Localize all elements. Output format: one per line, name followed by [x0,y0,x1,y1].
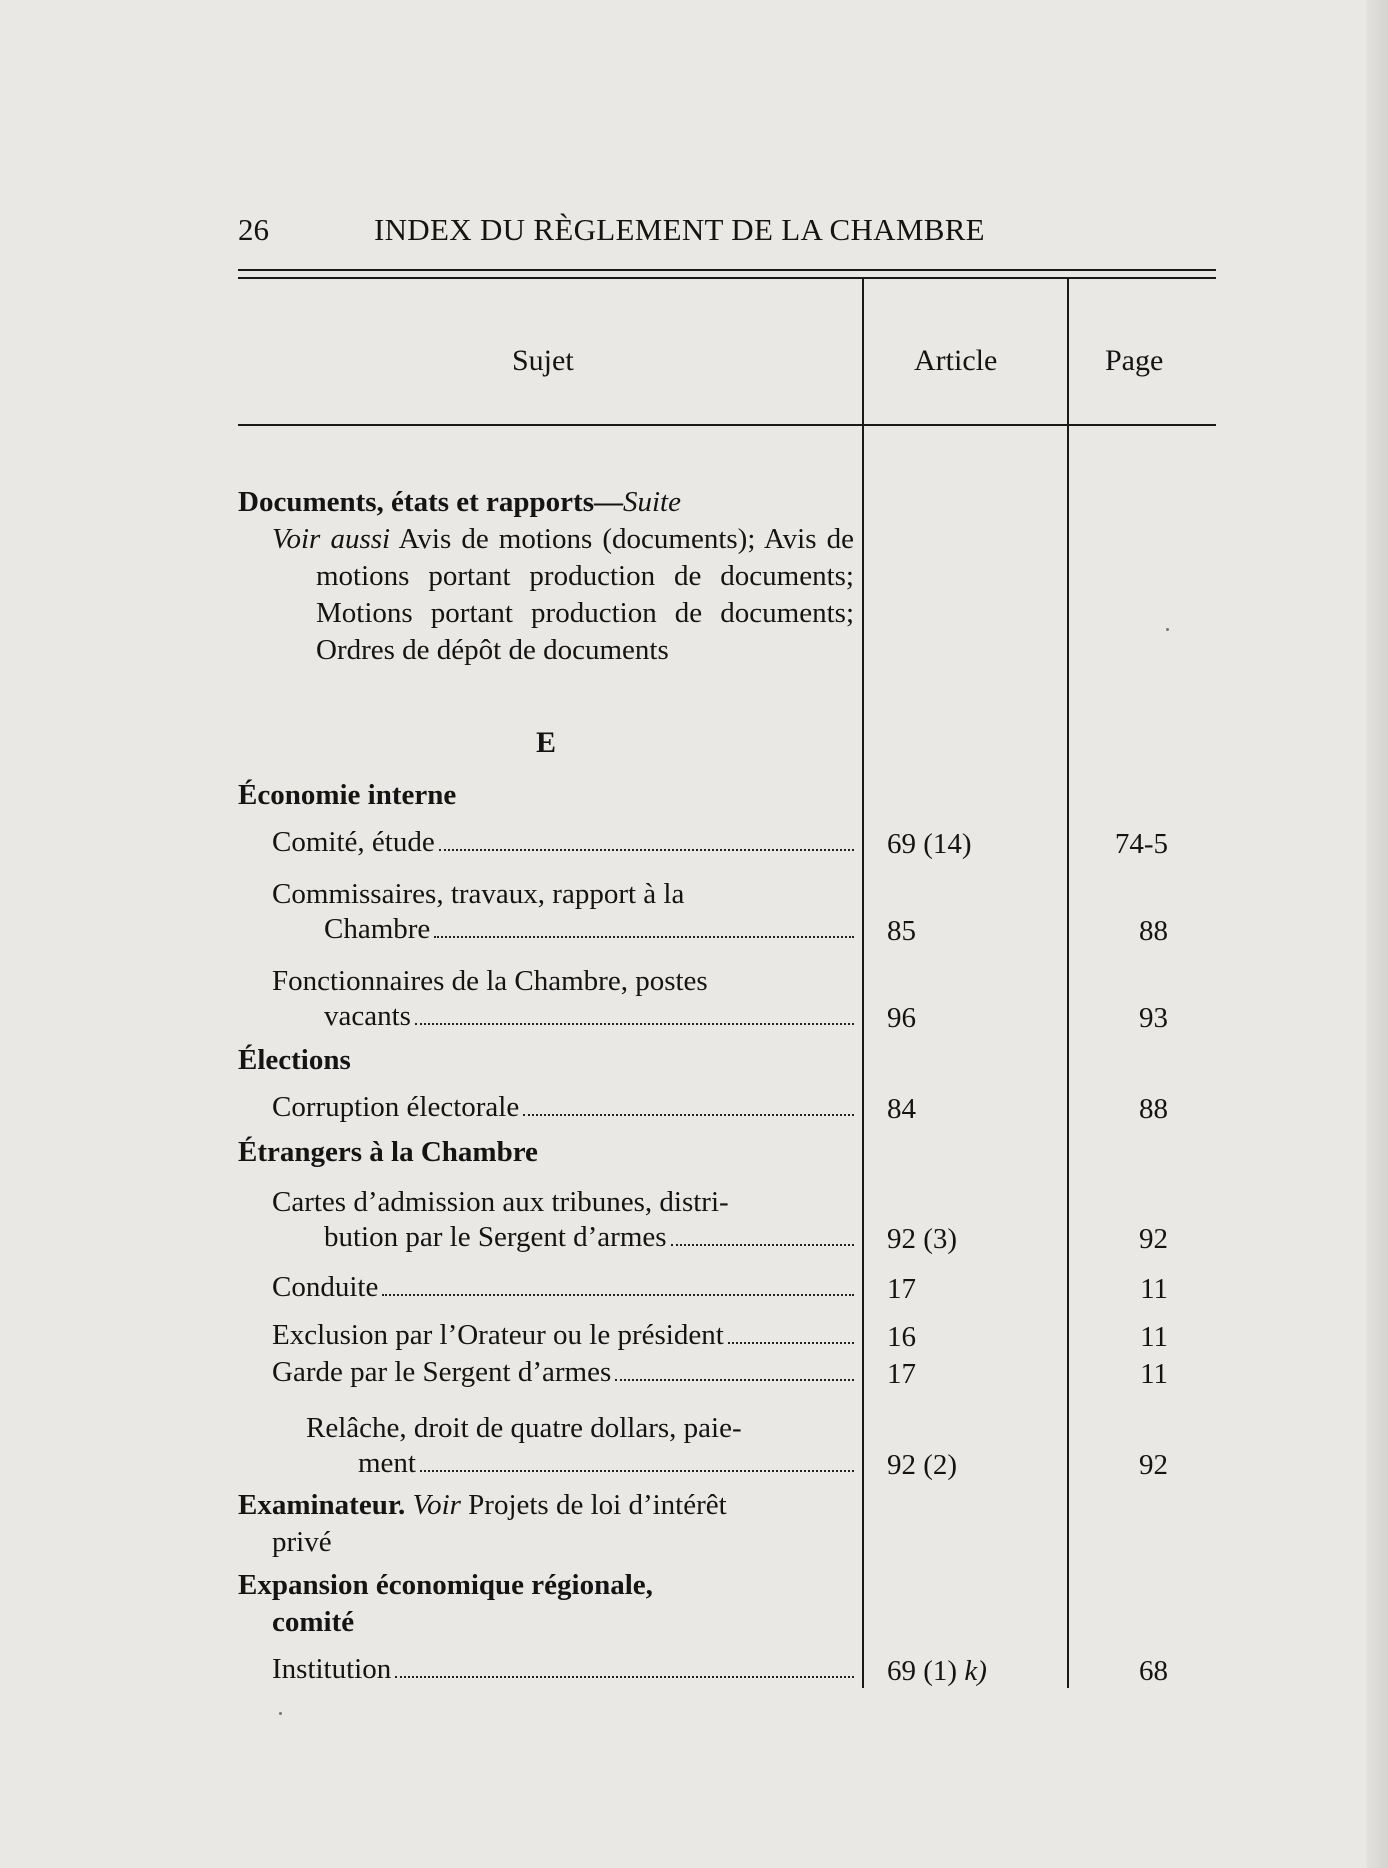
article-corruption: 84 [887,1093,916,1125]
entry-heading-etrangers: Étrangers à la Chambre [238,1136,538,1168]
subentry-commissaires-line2: Chambre [324,913,854,950]
article-garde: 17 [887,1358,916,1390]
article-conduite: 17 [887,1273,916,1305]
page-relache: 92 [1139,1449,1168,1481]
subentry-fonctionnaires-line1: Fonctionnaires de la Chambre, postes [272,965,708,997]
running-header [238,212,1218,252]
page-exclusion: 11 [1140,1321,1168,1353]
column-header-subject: Sujet [512,344,574,377]
subentry-garde: Garde par le Sergent d’armes [272,1356,854,1393]
article-institution: 69 (1) k) [887,1655,987,1687]
page-corruption: 88 [1139,1093,1168,1125]
entry-examinateur-line1: Examinateur. Voir Projets de loi d’intérêt [238,1489,727,1521]
entry-heading-expansion-line1: Expansion économique régionale, [238,1569,653,1601]
page-edge [1366,0,1388,1868]
suite-label: Suite [623,486,681,518]
subentry-corruption-electorale: Corruption électorale [272,1091,854,1128]
entry-heading-elections: Élections [238,1044,351,1076]
top-rule-1 [238,269,1216,271]
page-garde: 11 [1140,1358,1168,1390]
subentry-commissaires-line1: Commissaires, travaux, rapport à la [272,878,685,910]
page-conduite: 11 [1140,1273,1168,1305]
subentry-cartes-line2: bution par le Sergent d’armes [324,1221,854,1258]
article-column-divider [862,278,864,1688]
page-commissaires: 88 [1139,915,1168,947]
see-also-text: Avis de motions (documents); Avis de motions portant production de documents; Motions portant production de documents; Ordres de dépôt de documents [316,523,854,666]
subentry-cartes-line1: Cartes d’admission aux tribunes, distri- [272,1186,729,1218]
voir-label: Voir [412,1489,461,1521]
subentry-comite-etude: Comité, étude [272,826,854,863]
entry-heading-economie-interne: Économie interne [238,779,457,811]
subentry-relache-line2: ment [358,1447,854,1484]
subentry-conduite: Conduite [272,1271,854,1308]
page-fonctionnaires: 93 [1139,1002,1168,1034]
article-comite-etude: 69 (14) [887,828,972,860]
article-cartes: 92 (3) [887,1223,958,1255]
page-cartes: 92 [1139,1223,1168,1255]
print-speck [1166,628,1169,631]
see-also-documents [272,521,854,669]
page-institution: 68 [1139,1655,1168,1687]
article-exclusion: 16 [887,1321,916,1353]
voir-aussi-label: Voir aussi [272,523,391,555]
subentry-institution: Institution [272,1653,854,1690]
subentry-relache-line1: Relâche, droit de quatre dollars, paie- [306,1412,742,1444]
top-rule-2 [238,277,1216,279]
entry-examinateur-line2: privé [272,1526,332,1558]
entry-heading-documents: Documents, états et rapports—Suite [238,486,681,518]
page-column-divider [1067,278,1069,1688]
page-number: 26 [238,212,269,247]
page-comite-etude: 74-5 [1114,828,1168,860]
column-header-article: Article [914,344,998,377]
article-fonctionnaires: 96 [887,1002,916,1034]
article-relache: 92 (2) [887,1449,958,1481]
print-speck [279,1712,282,1715]
entry-heading-expansion-line2: comité [272,1606,355,1638]
column-header-page: Page [1105,344,1164,377]
page-title: INDEX DU RÈGLEMENT DE LA CHAMBRE [374,212,985,247]
subentry-exclusion: Exclusion par l’Orateur ou le président [272,1319,854,1356]
header-bottom-rule [238,424,1216,426]
article-commissaires: 85 [887,915,916,947]
section-letter-e: E [535,726,556,759]
subentry-fonctionnaires-line2: vacants [324,1000,854,1037]
